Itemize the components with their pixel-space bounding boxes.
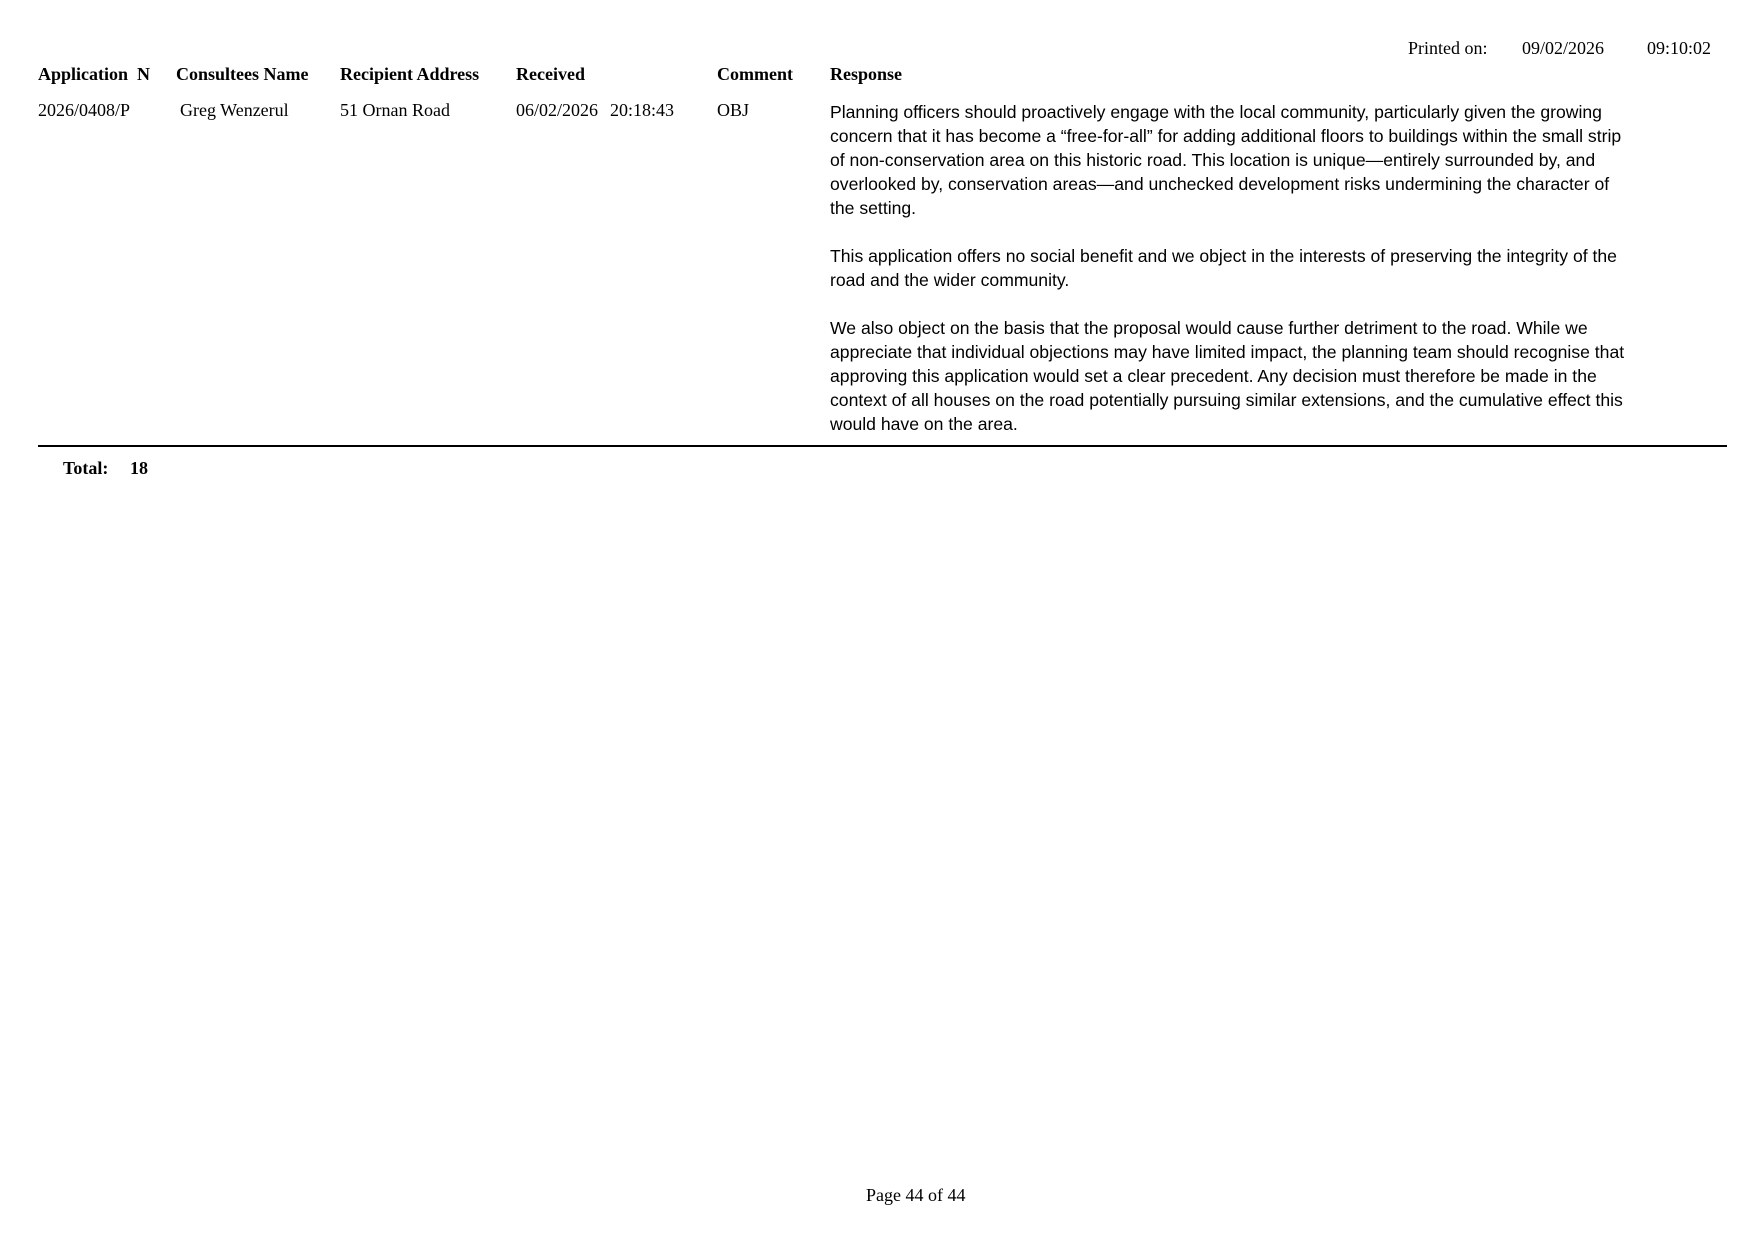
cell-consultee-name: Greg Wenzerul bbox=[180, 100, 289, 120]
page-number: Page 44 of 44 bbox=[866, 1185, 966, 1205]
header-recipient-address: Recipient Address bbox=[340, 64, 480, 84]
table-bottom-rule bbox=[38, 445, 1727, 447]
header-comment: Comment bbox=[717, 64, 793, 84]
cell-response bbox=[830, 100, 1630, 436]
header-application-number: Application N bbox=[38, 64, 151, 84]
printed-date: 09/02/2026 bbox=[1522, 38, 1605, 58]
header-consultees-name: Consultees Name bbox=[176, 64, 309, 84]
cell-comment: OBJ bbox=[717, 100, 750, 120]
header-received: Received bbox=[516, 64, 585, 84]
cell-received-date: 06/02/2026 bbox=[516, 100, 599, 120]
response-paragraph-2: This application offers no social benefit and we object in the interests of preserving the integrity of the road and the wider community. bbox=[830, 246, 1617, 290]
cell-application-number: 2026/0408/P bbox=[38, 100, 131, 120]
cell-received-time: 20:18:43 bbox=[610, 100, 675, 120]
response-paragraph-1: Planning officers should proactively engage with the local community, particularly given the growing concern that it has become a “free-for-all” for adding additional floors to buildings within the small strip of non-conservation area on this historic road. This location is unique—entirely surrounded by, and overlooked by, conservation areas—and unchecked development risks undermining the character of the setting. bbox=[830, 102, 1622, 218]
cell-recipient-address: 51 Ornan Road bbox=[340, 100, 450, 120]
response-paragraph-3: We also object on the basis that the proposal would cause further detriment to the road. While we appreciate that individual objections may have limited impact, the planning team should recognise that approving this application would set a clear precedent. Any decision must therefore be made in the context of all houses on the road potentially pursuing similar extensions, and the cumulative effect this would have on the area. bbox=[830, 318, 1625, 434]
total-value: 18 bbox=[130, 458, 148, 478]
printed-on-label: Printed on: bbox=[1408, 38, 1488, 58]
header-response: Response bbox=[830, 64, 903, 84]
total-label: Total: bbox=[63, 458, 109, 478]
printed-time: 09:10:02 bbox=[1647, 38, 1712, 58]
